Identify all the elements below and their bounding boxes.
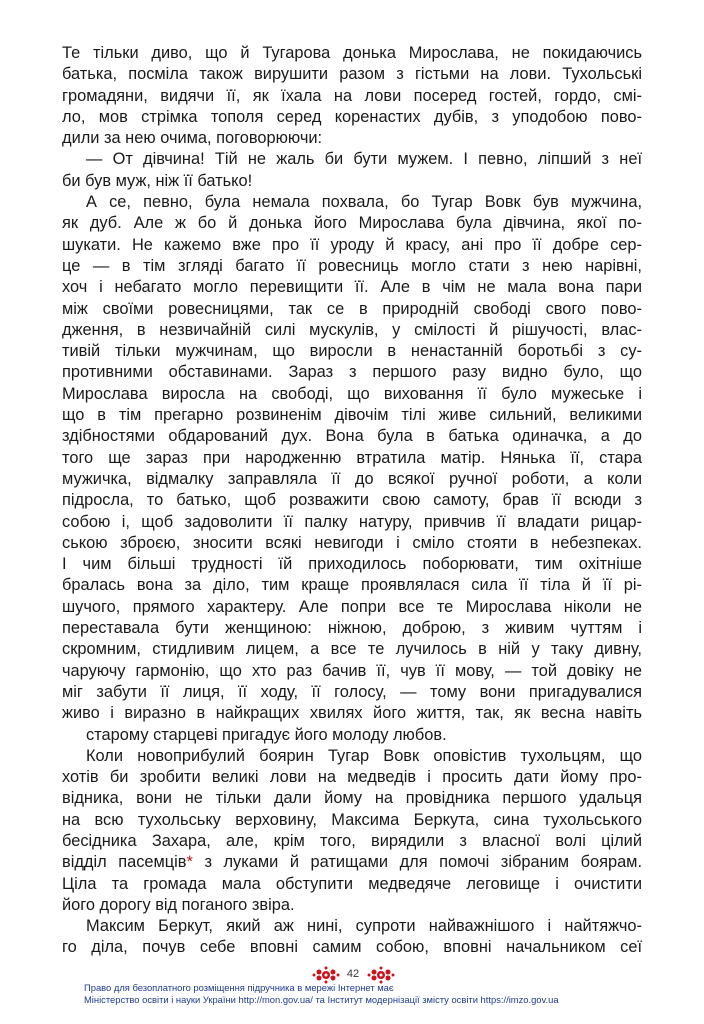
text-line: його дорогу від поганого звіра.: [62, 895, 295, 914]
text-line: відника, вони не тільки дали йому на провідника першого удальця: [62, 789, 642, 808]
text-line: Максим Беркут, який аж нині, супроти найважнішого і найтяжчо-: [86, 917, 642, 936]
text-line: як дуб. Але ж бо й донька його Мирослава була дівчина, якої по-: [62, 214, 642, 233]
text-line: го діла, почув себе вповні самим собою, вповні начальником сеї: [62, 938, 642, 957]
text-line: Те тільки диво, що й Тугарова донька Мирослава, не покидаючись: [62, 44, 642, 62]
text-line: чаруючу гармонію, що хто раз бачив її, чув її мову, — той довіку не: [62, 661, 642, 680]
text-line: мужичка, відмалку заправляла її до всякої ручної роботи, а коли: [62, 469, 642, 488]
text-line: на всю тухольську верховину, Максима Беркута, сина тухольського: [62, 810, 642, 829]
text-line: це — в тім згляді багато її ровесниць могло стати з нею нарівні,: [62, 256, 642, 275]
text-line: живо і виразно в найкращих хвилях його життя, так, як весна навіть: [62, 704, 642, 723]
text-line: батька, посміла також вирушити разом з гістьми на лови. Тухольські: [62, 65, 642, 84]
text-line: ло, мов стрімка тополя серед коренастих дубів, з уподобою пово-: [62, 107, 642, 126]
text-line: А се, певно, була немала похвала, бо Тугар Вовк був мужчина,: [86, 193, 642, 212]
ministry-credits-link[interactable]: Міністерство освіти і науки України http://mon.gov.ua/ та Інститут модернізації змісту освіти https://imzo.gov.ua: [84, 994, 559, 1005]
text-line: переставала бути женщиною: ніжною, доброю, з живим чуттям і: [62, 619, 642, 638]
page-footer: [0, 966, 704, 1024]
text-line: міг забути її лиця, її ходу, її голосу, — тому вони пригадувалися: [62, 682, 642, 701]
text-line: бесідника Захара, але, крім того, вирядили з власної волі цілий: [62, 831, 642, 850]
footnote-marker[interactable]: *: [186, 853, 193, 872]
text-line: тивій тільки мужчинам, що виросли в ненастанній боротьбі з су-: [62, 342, 642, 361]
text-line: що в тім прегарно розвиненім дівочім тілі живе сильний, великими: [62, 406, 642, 425]
text-fragment: з луками й ратищами для помочі зібраним боярам.: [204, 853, 643, 872]
text-line: ською зброєю, зносити всякі невигоди і сміло стояти в небезпеках.: [62, 533, 642, 552]
text-line: собою і, щоб задоволити її палку натуру, привчив її владати рицар-: [62, 512, 642, 531]
text-line: Ціла та громада мала обступити медведяче леговище і очистити: [62, 874, 642, 893]
text-line: шучого, прямого характеру. Але попри все те Мирослава ніколи не: [62, 597, 642, 616]
text-line: того ще зараз при народженню втратила матір. Нянька її, стара: [62, 448, 642, 467]
body-text: [62, 43, 642, 959]
text-line: громадяни, видячи її, як їхала на лови посеред гостей, гордо, смі-: [62, 86, 642, 105]
text-line: Мирослава виросла на свободі, що виховання її було мужеське і: [62, 384, 642, 403]
text-line: скромним, стидливим лицем, а все те лучилось в ній у таку дивну,: [62, 640, 642, 659]
text-line: хотів би зробити великі лови на медведів і просить дати йому про-: [62, 768, 642, 787]
page-number: 42: [346, 968, 360, 980]
text-line: Коли новоприбулий боярин Тугар Вовк оповістив тухольцям, що: [86, 746, 642, 765]
text-line: би був муж, ніж її батько!: [62, 171, 253, 190]
text-line: між своїми ровесницями, так се в природній свободі свого пово-: [62, 299, 642, 318]
text-line: хоч і небагато могло перевищити її. Але в чім не мала вона пари: [62, 278, 642, 297]
text-line: дили за нею очима, поговорюючи:: [62, 129, 323, 148]
text-line: старому старцеві пригадує його молоду любов.: [86, 725, 447, 744]
text-line: І чим більші трудності їй приходилось поборювати, тим охітніше: [62, 555, 642, 574]
text-line: бралась вона за діло, тим краще проявлялася сила її тіла й її рі-: [62, 576, 642, 595]
text-fragment: відділ пасемців: [62, 853, 187, 872]
text-line: — От дівчина! Тій не жаль би бути мужем. І певно, ліпший з неї: [86, 150, 642, 169]
text-line: противними обставинами. Зараз з першого разу видно було, що: [62, 363, 642, 382]
text-line: дження, в незвичайній силі мускулів, у смілості й рішучості, влас-: [62, 320, 642, 339]
copyright-notice: Право для безоплатного розміщення підручника в мережі Інтернет має: [84, 982, 394, 993]
text-line: підросла, то батько, щоб розважити свою самоту, брав її всюди з: [62, 491, 642, 510]
text-line: [62, 852, 642, 873]
text-line: шукати. Не кажемо вже про її уроду й красу, ані про її добре сер-: [62, 235, 642, 254]
text-line: здібностями обдарований дух. Вона була в батька одиначка, а до: [62, 427, 642, 446]
